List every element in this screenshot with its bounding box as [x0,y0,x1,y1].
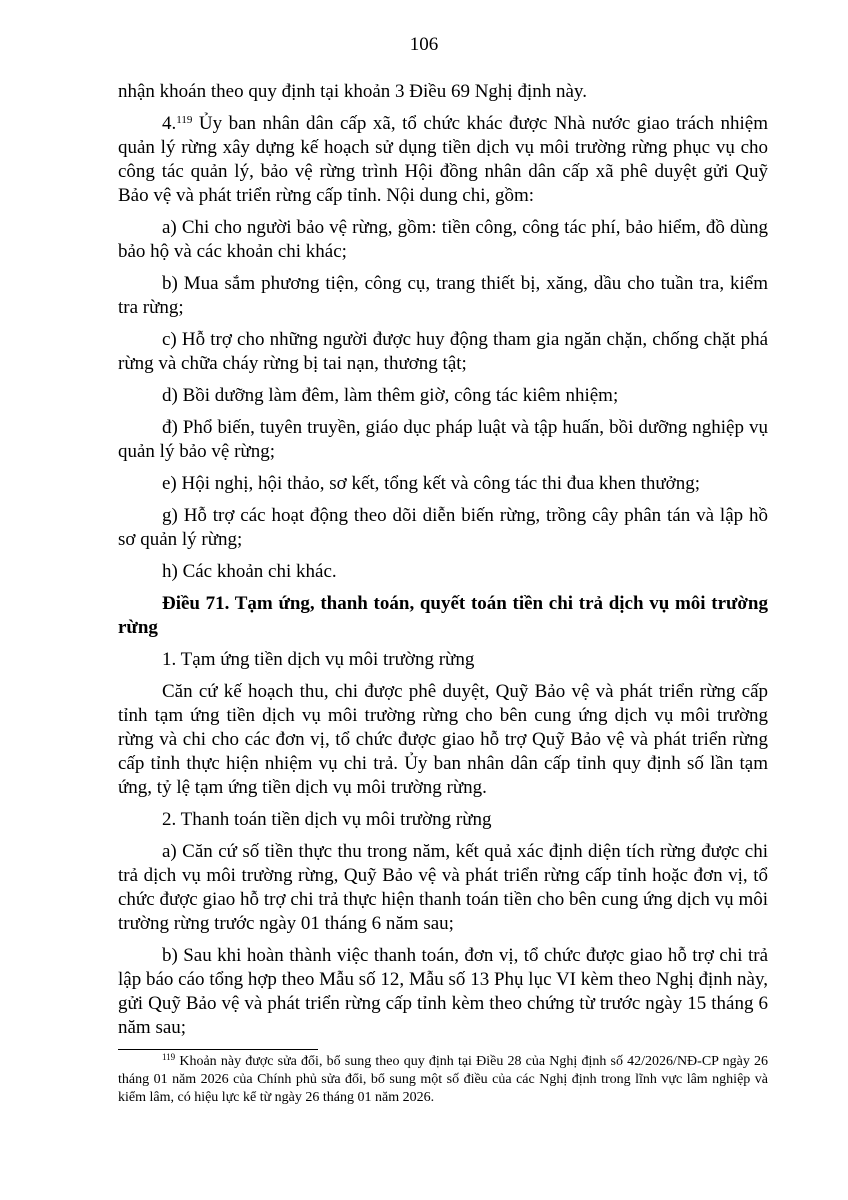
clause-text: Ủy ban nhân dân cấp xã, tổ chức khác được Nhà nước giao trách nhiệm quản lý rừng xây dựng kế hoạch sử dụng tiền dịch vụ môi trường rừng phục vụ cho công tác quản lý, bảo vệ rừng trình Hội đồng nhân dân cấp xã phê duyệt gửi Quỹ Bảo vệ và phát triển rừng cấp tỉnh. Nội dung chi, gồm: [118,113,768,206]
document-body [118,80,768,1048]
paragraph-continuation: nhận khoán theo quy định tại khoản 3 Điều 69 Nghị định này. [118,81,587,102]
list-item-a: a) Chi cho người bảo vệ rừng, gồm: tiền công, công tác phí, bảo hiểm, đồ dùng bảo hộ và các khoản chi khác; [118,217,768,262]
section-1-title: 1. Tạm ứng tiền dịch vụ môi trường rừng [162,649,475,670]
list-item-b: b) Mua sắm phương tiện, công cụ, trang thiết bị, xăng, dầu cho tuần tra, kiểm tra rừng; [118,273,768,318]
list-item-dd: đ) Phổ biến, tuyên truyền, giáo dục pháp luật và tập huấn, bồi dưỡng nghiệp vụ quản lý bảo vệ rừng; [118,417,768,462]
footnote [118,1053,768,1107]
paragraph-clause-4 [118,112,768,208]
section-1-body: Căn cứ kế hoạch thu, chi được phê duyệt, Quỹ Bảo vệ và phát triển rừng cấp tỉnh tạm ứng tiền dịch vụ môi trường rừng cho bên cung ứng dịch vụ môi trường rừng và chi cho các đơn vị, tổ chức được giao hỗ trợ Quỹ Bảo vệ và phát triển rừng cấp tỉnh thực hiện nhiệm vụ chi trả. Ủy ban nhân dân cấp tỉnh quy định số lần tạm ứng, tỷ lệ tạm ứng tiền dịch vụ môi trường rừng. [118,681,768,798]
clause-number: 4. [162,113,177,134]
list-item-d: d) Bồi dưỡng làm đêm, làm thêm giờ, công tác kiêm nhiệm; [162,385,619,406]
footnote-divider [118,1049,318,1050]
page-number: 106 [409,34,439,55]
list-item-g: g) Hỗ trợ các hoạt động theo dõi diễn biến rừng, trồng cây phân tán và lập hồ sơ quản lý rừng; [118,505,768,550]
article-71-heading: Điều 71. Tạm ứng, thanh toán, quyết toán tiền chi trả dịch vụ môi trường rừng [118,593,768,638]
footnote-text: Khoản này được sửa đổi, bổ sung theo quy định tại Điều 28 của Nghị định số 42/2026/NĐ-CP ngày 26 tháng 01 năm 2026 của Chính phủ sửa đổi, bổ sung một số điều của các Nghị định trong lĩnh vực lâm nghiệp và kiểm lâm, có hiệu lực kể từ ngày 26 tháng 01 năm 2026. [118,1054,768,1105]
section-2-item-a: a) Căn cứ số tiền thực thu trong năm, kết quả xác định diện tích rừng được chi trả dịch vụ môi trường rừng, Quỹ Bảo vệ và phát triển rừng cấp tỉnh hoặc đơn vị, tổ chức được giao hỗ trợ chi trả thực hiện thanh toán tiền cho bên cung ứng dịch vụ môi trường rừng trước ngày 01 tháng 6 năm sau; [118,841,768,934]
list-item-c: c) Hỗ trợ cho những người được huy động tham gia ngăn chặn, chống chặt phá rừng và chữa cháy rừng bị tai nạn, thương tật; [118,329,768,374]
section-2-title: 2. Thanh toán tiền dịch vụ môi trường rừng [162,809,492,830]
section-2-item-b: b) Sau khi hoàn thành việc thanh toán, đơn vị, tổ chức được giao hỗ trợ chi trả lập báo cáo tổng hợp theo Mẫu số 12, Mẫu số 13 Phụ lục VI kèm theo Nghị định này, gửi Quỹ Bảo vệ và phát triển rừng cấp tỉnh kèm theo chứng từ trước ngày 15 tháng 6 năm sau; [118,945,768,1038]
footnote-marker: 119 [162,1052,176,1062]
list-item-h: h) Các khoản chi khác. [162,561,337,582]
list-item-e: e) Hội nghị, hội thảo, sơ kết, tổng kết và công tác thi đua khen thưởng; [162,473,701,494]
footnote-reference[interactable]: 119 [176,114,193,126]
